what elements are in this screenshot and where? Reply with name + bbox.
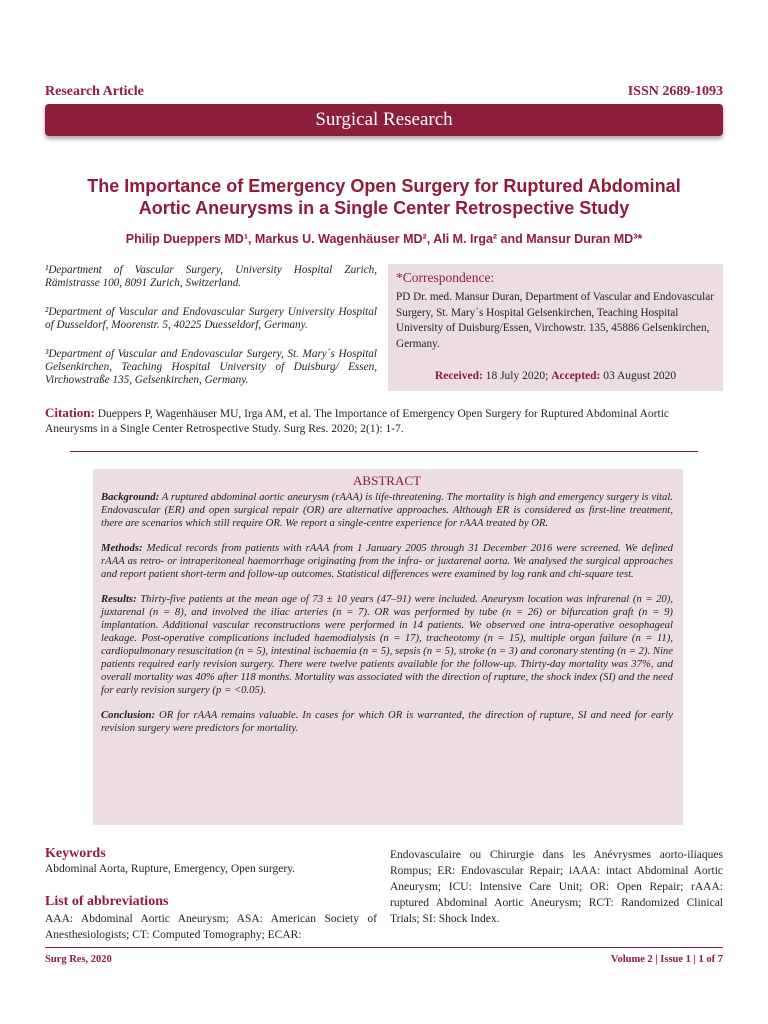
conclusion-text: OR for rAAA remains valuable. In cases for which OR is warranted, the direction of rupture, SI and need for early revision surgery were predictors for mortality. [101,709,674,734]
methods-label: Methods: [101,542,143,554]
keywords-heading: Keywords [45,846,106,861]
abbreviations-text-left: AAA: Abdominal Aortic Aneurysm; ASA: American Society of Anesthesiologists; CT: Computed Tomography; ECAR: [45,913,377,941]
page-footer [45,954,723,968]
abstract-methods [101,542,673,581]
affiliation-2: ²Department of Vascular and Endovascular Surgery University Hospital of Dusseldorf, Moorenstr. 5, 40225 Duesseldorf, Germany. [45,306,377,331]
correspondence-body: PD Dr. med. Mansur Duran, Department of Vascular and Endovascular Surgery, St. Mary´s Hospital Gelsenkirchen, Teaching Hospital University of Duisburg/Essen, Virchowstr. 135, 45886 Gelsenkirchen, Germany. [396,291,714,350]
conclusion-label: Conclusion: [101,709,156,721]
title-line-1: The Importance of Emergency Open Surgery for Ruptured Abdominal [87,176,681,196]
correspondence-heading: *Correspondence: [396,270,495,285]
background-label: Background: [101,491,160,503]
abstract-heading: ABSTRACT [353,473,421,488]
affiliation-1: ¹Department of Vascular Surgery, University Hospital Zurich, Rämistrasse 100, 8091 Zurich, Switzerland. [45,264,377,289]
footer-divider [45,947,723,948]
received-label: Received: [434,370,483,382]
journal-name: Surgical Research [315,109,453,130]
article-title [40,175,728,219]
title-line-2: Aortic Aneurysms in a Single Center Retrospective Study [138,198,630,218]
journal-banner [45,104,723,136]
citation [45,405,723,437]
results-text: Thirty-five patients at the mean age of 73 ± 10 years (47–91) were included. Aneurysm location was infrarenal (n = 20), juxtarenal (n = 8), and involved the iliac arteries (n = 7). OR was performed by tube (n = 26) or bifurcation graft (n = 9) implantation. Additional vascular reconstructions were performed in 14 patients. We observed one intra-operative oesophageal leakage. Post-operative complications included haemodialysis (n = 17), tracheotomy (n = 15), multiple organ failure (n = 11), cardiopulmonary resuscitation (n = 5), intestinal ischaemia (n = 5), sepsis (n = 5), stroke (n = 3) and coronary stenting (n = 2). Nine patients required early revision surgery. There were twelve patients available for the follow-up. Thirty-day mortality was 37%, and overall mortality was 40% after 118 months. Mortality was associated with the direction of rupture, the shock index (SI) and the need for early revision surgery (p = <0.05). [101,593,674,696]
accepted-date: 03 August 2020 [603,370,677,382]
article-type-label: Research Article [45,84,144,99]
abstract-box [93,469,683,825]
top-header-row [45,84,723,102]
received-accepted-dates [388,370,723,382]
accepted-label: Accepted: [551,370,601,382]
abstract-results [101,593,673,697]
citation-text: Dueppers P, Wagenhäuser MU, Irga AM, et al. The Importance of Emergency Open Surgery for Ruptured Abdominal Aortic Aneurysms in a Single Center Retrospective Study. Surg Res. 2020; 2(1): 1-7. [45,408,670,435]
abbreviations-heading: List of abbreviations [45,894,169,909]
affiliation-3: ³Department of Vascular and Endovascular Surgery, St. Mary´s Hospital Gelsenkirchen, Teaching Hospital University of Duisburg/ Essen, Virchowstraße 135, Gelsenkirchen, Germany. [45,348,377,386]
abstract-background [101,491,673,530]
abbreviations-text-right: Endovasculaire ou Chirurgie dans les Anévrysmes aorto-iliaques Rompus; ER: Endovascular Repair; iAAA: intact Abdominal Aortic Aneurysm; ICU: Intensive Care Unit; OR: Open Repair; rAAA: ruptured Abdominal Aortic Aneurysm; RCT: Randomized Clinical Trials; SI: Shock Index. [390,849,723,925]
received-date: 18 July 2020; [485,370,549,382]
footer-page-info: Volume 2 | Issue 1 | 1 of 7 [610,954,723,965]
issn-label: ISSN 2689-1093 [627,84,723,99]
keywords-text: Abdominal Aorta, Rupture, Emergency, Open surgery. [45,863,296,875]
abstract-conclusion [101,709,673,735]
methods-text: Medical records from patients with rAAA from 1 January 2005 through 31 December 2016 were screened. We defined rAAA as retro- or intraperitoneal haemorrhage originating from the infra- or juxtarenal aorta. We analysed the surgical approaches and report patient short-term and follow-up outcomes. Statistical differences were examined by log rank and chi-square test. [101,542,674,580]
citation-label: Citation: [45,405,95,420]
section-divider [70,451,698,452]
results-label: Results: [101,593,137,605]
author-list: Philip Dueppers MD¹, Markus U. Wagenhäuser MD², Ali M. Irga² and Mansur Duran MD³* [125,232,643,246]
footer-journal: Surg Res, 2020 [45,954,112,965]
background-text: A ruptured abdominal aortic aneurysm (rAAA) is life-threatening. The mortality is high and emergency surgery is vital. Endovascular (ER) and open surgical repair (OR) are alternative approaches. Although ER is considered as first-line treatment, there are scenarios which still require OR. We report a single-centre experience for rAAA treated by OR. [101,491,673,529]
correspondence-box [388,264,723,391]
